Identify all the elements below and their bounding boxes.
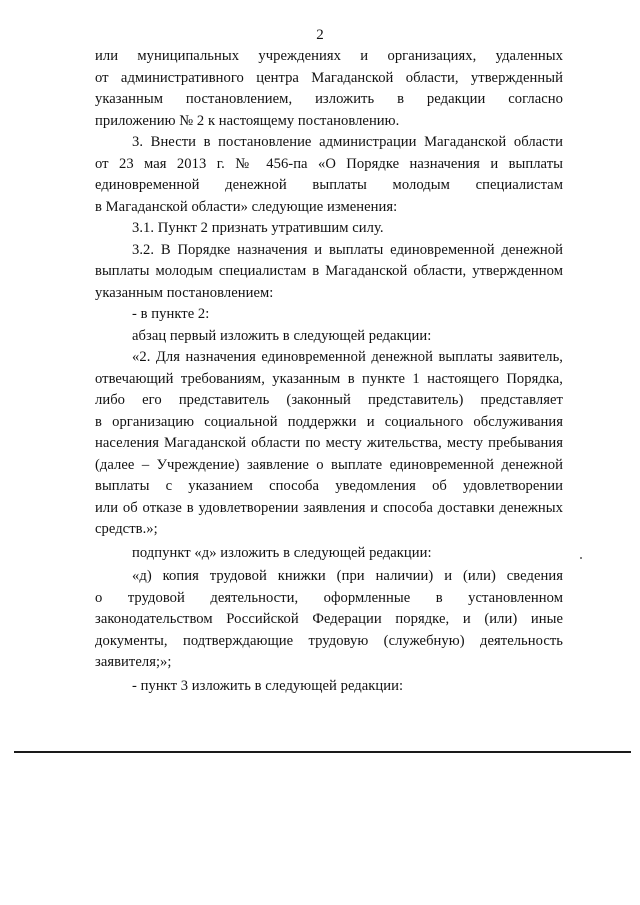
text-line: заявителя;»; (95, 654, 172, 670)
text-line: в Магаданской области» следующие изменения: (95, 198, 398, 215)
text-line: 3.2. В Порядке назначения и выплаты единовременной денежной (132, 241, 563, 258)
paragraph-first-abzac (95, 326, 563, 348)
text-line: от административного центра Магаданской области, утвержденный (95, 69, 563, 86)
text-line: подпункт «д» изложить в следующей редакции: (132, 544, 432, 561)
text-line: «д) копия трудовой книжки (при наличии) и (или) сведения (132, 568, 563, 584)
text-line: от 23 мая 2013 г. № 456-па «О Порядке назначения и выплаты (95, 155, 563, 172)
text-line: выплаты с указанием способа уведомления об удовлетворении (95, 478, 563, 494)
paragraph-continuation (95, 46, 563, 132)
document-body (95, 46, 563, 697)
text-line: абзац первый изложить в следующей редакции: (132, 327, 432, 344)
text-line: единовременной денежной выплаты молодым специалистам (95, 177, 563, 193)
paragraph-item-3-1 (95, 218, 563, 240)
text-line: - пункт 3 изложить в следующей редакции: (132, 677, 404, 694)
text-line: 3. Внести в постановление администрации Магаданской области (132, 134, 563, 150)
paragraph-point-2 (95, 304, 563, 326)
paragraph-item-3-2 (95, 240, 563, 305)
text-line: документы, подтверждающие трудовую (служебную) деятельность (95, 632, 563, 649)
text-line: или муниципальных учреждениях и организациях, удаленных (95, 48, 563, 64)
paragraph-quote-subpoint-d (95, 566, 563, 674)
scan-speck (580, 557, 582, 559)
text-line: населения Магаданской области по месту жительства, месту пребывания (95, 435, 563, 451)
text-line: средств.»; (95, 521, 158, 537)
text-line: отвечающий требованиям, указанным в пункте 1 настоящего Порядка, (95, 370, 563, 387)
text-line: выплаты молодым специалистам в Магаданской области, утвержденном (95, 263, 563, 279)
paragraph-point-3 (95, 676, 563, 698)
text-line: или об отказе в удовлетворении заявления и способа доставки денежных (95, 499, 563, 516)
text-line: «2. Для назначения единовременной денежной выплаты заявитель, (132, 349, 563, 365)
text-line: (далее – Учреждение) заявление о выплате единовременной денежной (95, 456, 563, 473)
text-line: 3.1. Пункт 2 признать утратившим силу. (132, 220, 384, 236)
text-line: указанным постановлением, изложить в редакции согласно (95, 91, 563, 107)
page-number: 2 (316, 27, 324, 43)
text-line: законодательством Российской Федерации порядке, и (или) иные (95, 611, 563, 627)
text-line: приложению № 2 к настоящему постановлению. (95, 112, 400, 129)
text-line: - в пункте 2: (132, 306, 210, 322)
paragraph-subpoint-d (95, 543, 563, 565)
text-line: о трудовой деятельности, оформленные в установленном (95, 589, 563, 606)
paragraph-quote-point-2 (95, 347, 563, 541)
text-line: в организацию социальной поддержки и социального обслуживания (95, 413, 563, 430)
bottom-divider-line (14, 751, 631, 753)
text-line: указанным постановлением: (95, 284, 274, 301)
paragraph-item-3 (95, 132, 563, 218)
text-line: либо его представитель (законный представитель) представляет (95, 392, 563, 408)
